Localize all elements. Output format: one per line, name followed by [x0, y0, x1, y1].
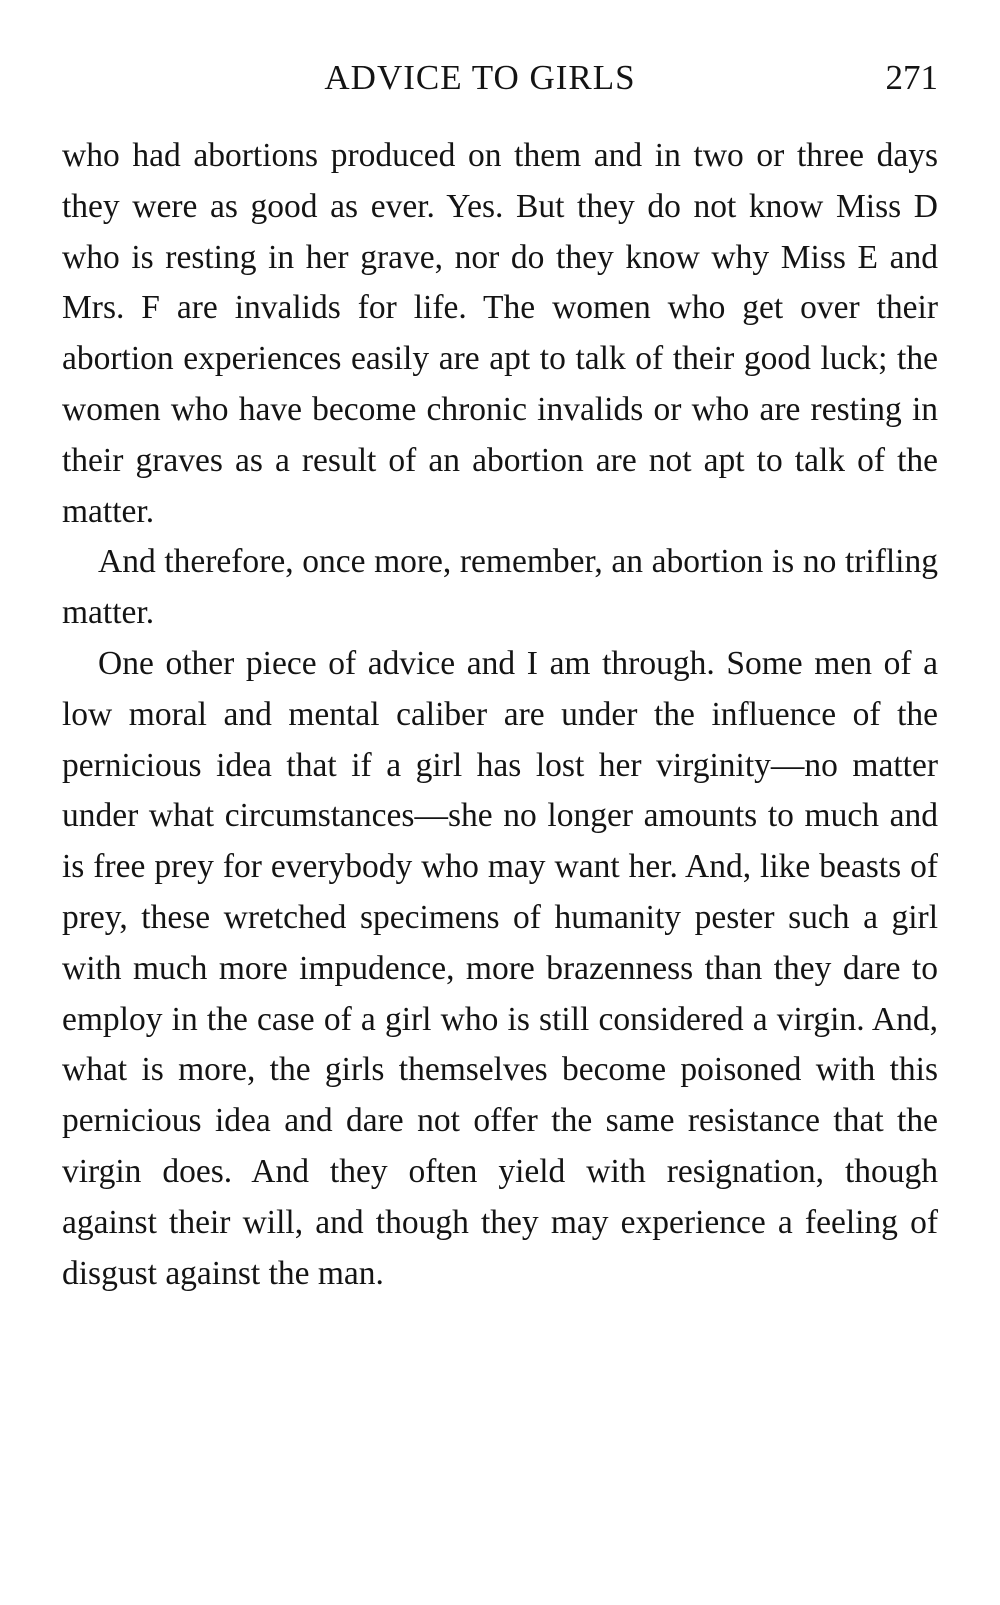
page-number: 271 [885, 58, 938, 97]
chapter-title: ADVICE TO GIRLS [324, 58, 636, 97]
paragraph: One other piece of advice and I am through. Some men of a low moral and mental caliber are under the influence of the pernicious idea that if a girl has lost her virginity—no matter under what circumstances—she no longer amounts to much and is free prey for everybody who may want her. And, like beasts of prey, these wretched specimens of humanity pester such a girl with much more impudence, more brazenness than they dare to employ in the case of a girl who is still considered a virgin. And, what is more, the girls themselves become poisoned with this pernicious idea and dare not offer the same resistance that the virgin does. And they often yield with resignation, though against their will, and though they may experience a feeling of disgust against the man. [62, 644, 938, 1292]
paragraph: And therefore, once more, remember, an abortion is no trifling matter. [62, 543, 938, 632]
paragraph-continued: who had abortions produced on them and in two or three days they were as good as ever. Yes. But they do not know Miss D who is resting in her grave, nor do they know why Miss E and Mrs. F are invalids for life. The women who get over their abortion experiences easily are apt to talk of their good luck; the women who have become chronic invalids or who are resting in their graves as a result of an abortion are not apt to talk of the matter. [62, 137, 938, 530]
body-text [62, 131, 938, 1299]
running-head [62, 48, 938, 108]
